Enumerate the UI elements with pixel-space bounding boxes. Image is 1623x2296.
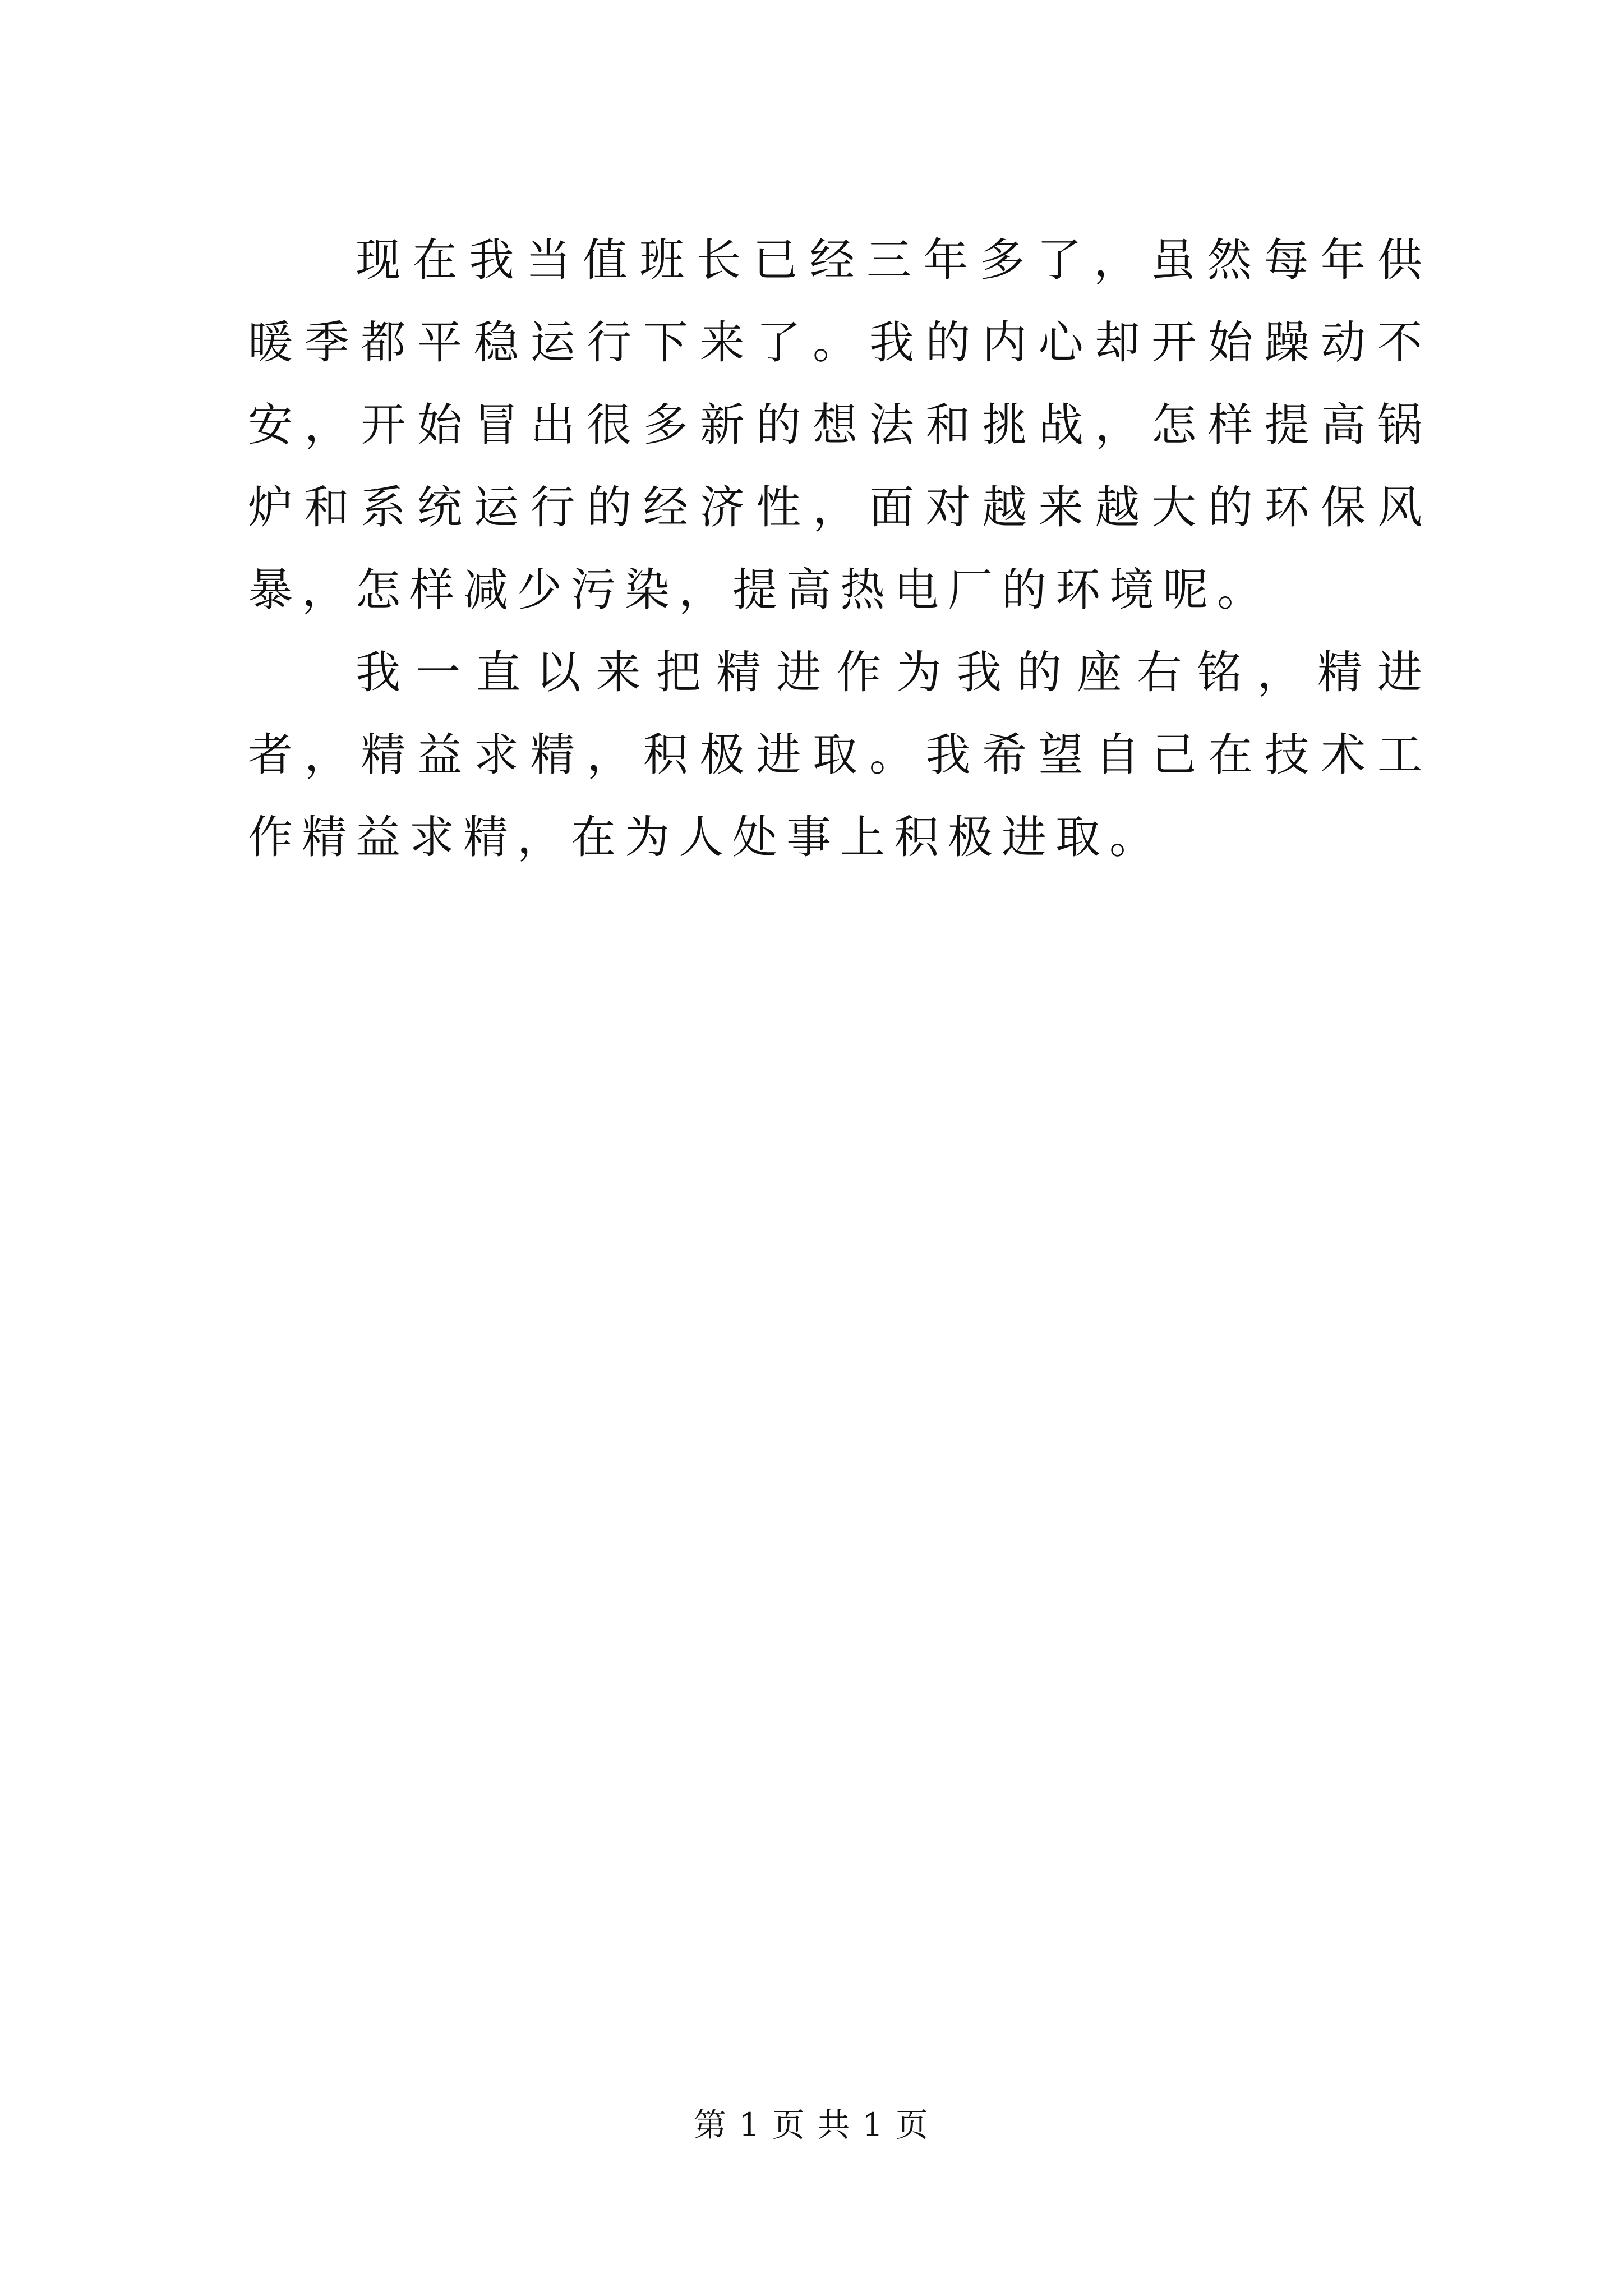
document-body <box>248 219 1431 878</box>
paragraph-2: 我一直以来把精进作为我的座右铭，精进者，精益求精，积极进取。我希望自己在技术工作精益求精，在为人处事上积极进取。 <box>248 646 1431 863</box>
paragraph-1: 现在我当值班长已经三年多了，虽然每年供暖季都平稳运行下来了。我的内心却开始躁动不安，开始冒出很多新的想法和挑战，怎样提高锅炉和系统运行的经济性，面对越来越大的环保风暴，怎样减少污染，提高热电厂的环境呢。 <box>248 234 1431 616</box>
page-footer: 第 1 页 共 1 页 <box>694 2106 929 2144</box>
